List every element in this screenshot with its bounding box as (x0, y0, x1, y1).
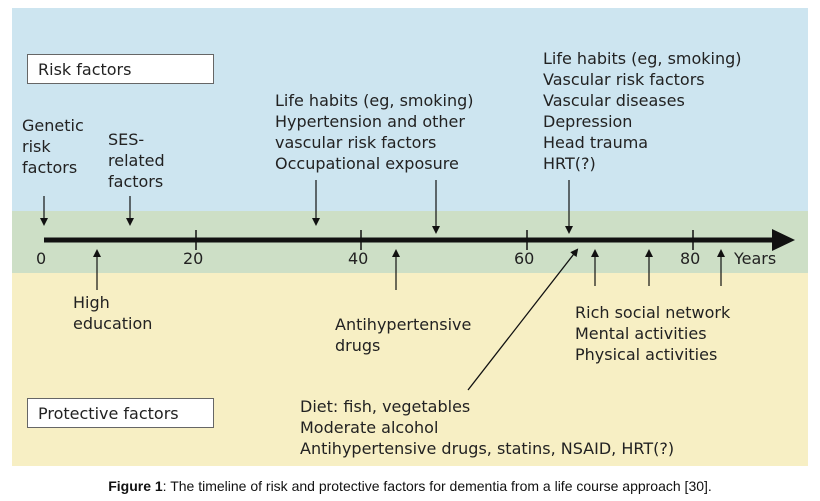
caption-text: : The timeline of risk and protective factors for dementia from a life course approach [30]. (162, 478, 712, 494)
protective-arrow-diet (468, 250, 577, 390)
protective-factors-header: Protective factors (27, 398, 214, 428)
diet-protective-label: Diet: fish, vegetables Moderate alcohol Antihypertensive drugs, statins, NSAID, HRT(?) (300, 397, 675, 458)
tick-label-40: 40 (348, 249, 369, 268)
timeline-axis-arrowhead (772, 229, 795, 251)
tick-label-60: 60 (514, 249, 535, 268)
tick-label-0: 0 (36, 249, 47, 268)
figure-caption (0, 478, 820, 494)
social-protective-label: Rich social network Mental activities Physical activities (575, 303, 731, 364)
ses-risk-label: SES- related factors (108, 130, 165, 191)
tick-label-80: 80 (680, 249, 701, 268)
axis-unit-label: Years (734, 249, 777, 268)
midlife-risk-label: Life habits (eg, smoking) Hypertension and other vascular risk factors Occupational exposure (275, 91, 474, 173)
late-life-risk-label: Life habits (eg, smoking) Vascular risk factors Vascular diseases Depression Head trauma HRT(?) (543, 49, 742, 173)
tick-label-20: 20 (183, 249, 204, 268)
caption-label: Figure 1 (108, 478, 163, 494)
risk-factors-header: Risk factors (27, 54, 214, 84)
antihypertensive-protective-label: Antihypertensive drugs (335, 315, 472, 355)
education-protective-label: High education (73, 293, 153, 333)
genetic-risk-label: Genetic risk factors (22, 116, 84, 177)
